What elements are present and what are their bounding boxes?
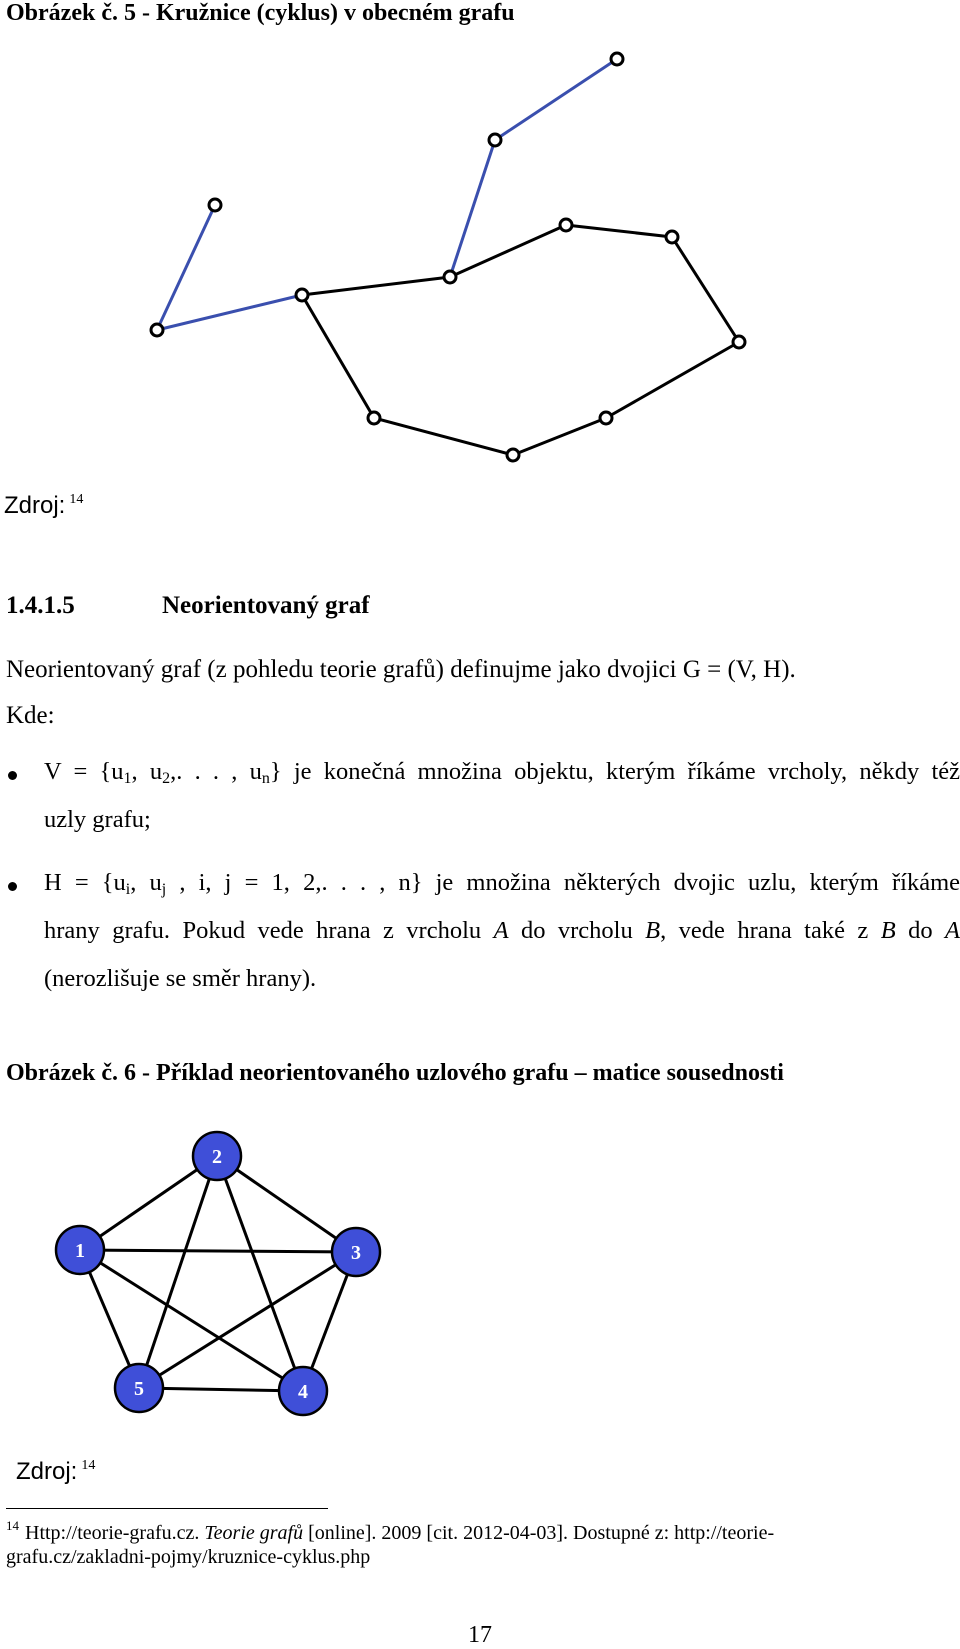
- footnote-ref: 14: [81, 1458, 96, 1473]
- page-number: 17: [468, 1622, 492, 1648]
- edge: [566, 225, 672, 237]
- edge: [217, 1156, 356, 1252]
- edge: [80, 1250, 356, 1252]
- vertex: [507, 449, 519, 461]
- edge: [374, 418, 513, 455]
- vertex: [611, 53, 623, 65]
- paragraph-line: Neorientovaný graf (z pohledu teorie grafů) definujme jako dvojici G = (V, H).: [6, 656, 796, 683]
- source-label: Zdroj:: [16, 1458, 78, 1485]
- bullet1-line1: $V = \{u_1$, $u_2$,. . . , $u_n$} je konečná množina objektu, kterým říkáme vrcholy, někdy též: [44, 758, 960, 787]
- figure6-source: [16, 1458, 95, 1486]
- edges: [80, 1156, 356, 1391]
- vertex: [560, 219, 572, 231]
- edge: [217, 1156, 303, 1391]
- bullet1-line2: uzly grafu;: [44, 806, 151, 833]
- vertex: [666, 231, 678, 243]
- node-label: 1: [75, 1240, 85, 1262]
- source-label: Zdroj:: [4, 492, 66, 519]
- edge: [672, 237, 739, 342]
- vertex: [209, 199, 221, 211]
- vertices: [151, 53, 745, 461]
- footnote-line1: $^{14}$ Http://teorie-grafu.cz. Teorie grafů [online]. 2009 [cit. 2012-04-03]. Dostupné z: http://teorie-: [6, 1518, 775, 1544]
- bullet-marker: [8, 882, 17, 891]
- node-label: 2: [212, 1146, 222, 1168]
- edge: [606, 342, 739, 418]
- vertex: [733, 336, 745, 348]
- node-label: 4: [298, 1381, 308, 1403]
- bullet2-line3: (nerozlišuje se směr hrany).: [44, 965, 317, 992]
- edge: [139, 1252, 356, 1388]
- figure5-cycle-graph: [0, 40, 800, 480]
- figure5-caption: Obrázek č. 5 - Kružnice (cyklus) v obecném grafu: [6, 0, 515, 26]
- bullet2-line2: hrany grafu. Pokud vede hrana z vrcholu A do vrcholu B, vede hrana také z B do A: [44, 917, 960, 944]
- section-number: 1.4.1.5: [6, 592, 75, 619]
- bullet2-line1: $H = \{u_i$, $u_j$ , i, j = 1, 2,. . . , n} je množina některých dvojic uzlu, kterým říkáme: [44, 869, 960, 898]
- vertex: [444, 271, 456, 283]
- edge: [80, 1250, 303, 1391]
- edge: [157, 205, 215, 330]
- section-title: Neorientovaný graf: [162, 592, 370, 619]
- nodes: [56, 1132, 380, 1415]
- edge: [450, 140, 495, 277]
- edge: [513, 418, 606, 455]
- edge: [450, 225, 566, 277]
- figure5-source: [4, 492, 83, 520]
- edge: [302, 277, 450, 295]
- edge: [495, 59, 617, 140]
- node-label: 3: [351, 1242, 361, 1264]
- node-label: 5: [134, 1378, 144, 1400]
- footnote-line2: grafu.cz/zakladni-pojmy/kruznice-cyklus.php: [6, 1546, 371, 1568]
- figure6-caption: Obrázek č. 6 - Příklad neorientovaného uzlového grafu – matice sousednosti: [6, 1060, 784, 1086]
- edge: [157, 295, 302, 330]
- path-edges: [157, 59, 617, 330]
- footnote-ref: 14: [69, 492, 84, 507]
- vertex: [368, 412, 380, 424]
- paragraph-line: Kde:: [6, 702, 55, 729]
- footnote-separator: [6, 1508, 328, 1509]
- bullet-marker: [8, 771, 17, 780]
- vertex: [489, 134, 501, 146]
- vertex: [296, 289, 308, 301]
- figure6-complete-graph: [20, 1100, 420, 1440]
- vertex: [600, 412, 612, 424]
- vertex: [151, 324, 163, 336]
- edge: [139, 1156, 217, 1388]
- edge: [302, 295, 374, 418]
